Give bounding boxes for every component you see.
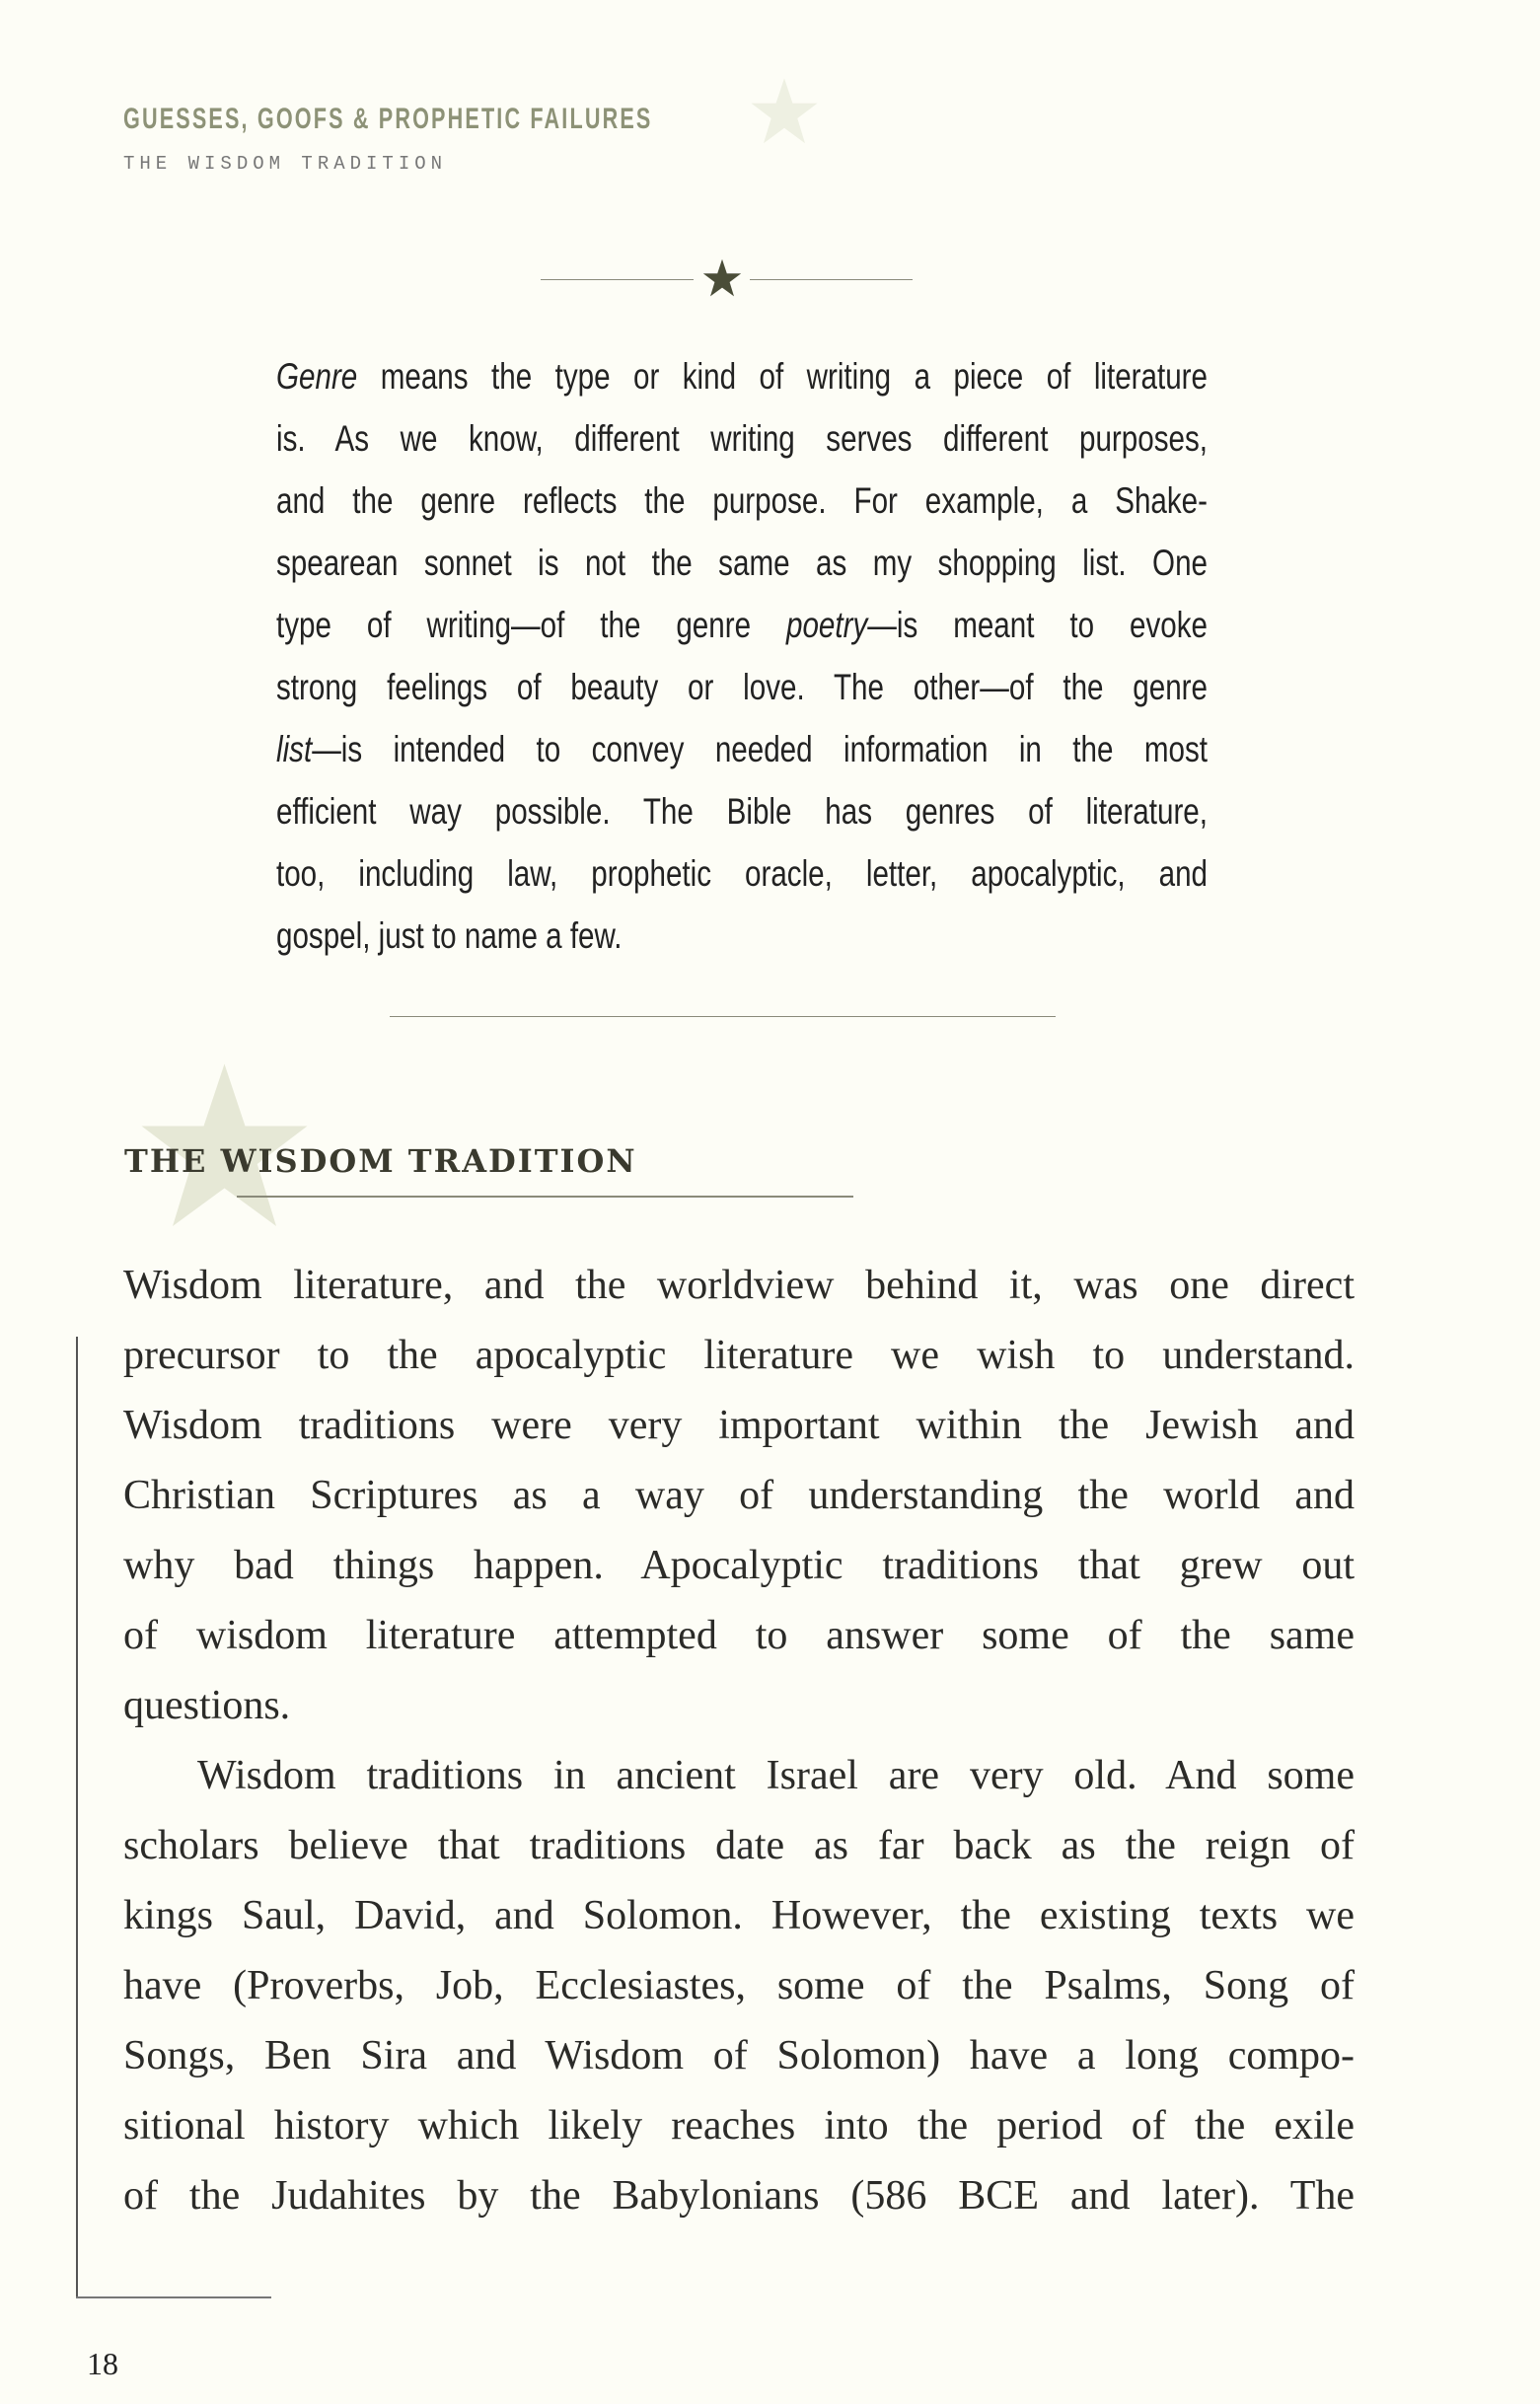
section-heading: THE WISDOM TRADITION	[124, 1142, 637, 1180]
body-text	[123, 1251, 1355, 2231]
body-line: why bad things happen. Apocalyptic traditions that grew out	[123, 1543, 1355, 1588]
margin-rule-horizontal	[76, 2296, 271, 2298]
star-icon	[702, 258, 742, 298]
body-line: sitional history which likely reaches into the period of the exile	[123, 2103, 1355, 2149]
text: means the type or kind of writing a piece of literature	[357, 356, 1208, 397]
sidebar-line	[276, 842, 1208, 905]
body-line: precursor to the apocalyptic literature we wish to understand.	[123, 1333, 1355, 1378]
body-line: Wisdom traditions in ancient Israel are very old. And some	[197, 1753, 1355, 1798]
body-line: scholars believe that traditions date as far back as the reign of	[123, 1823, 1355, 1868]
running-header-book-title: GUESSES, GOOFS & PROPHETIC FAILURES	[123, 103, 653, 135]
sidebar-line	[276, 718, 1208, 780]
body-line: Wisdom literature, and the worldview behind it, was one direct	[123, 1263, 1355, 1308]
sidebar-line	[276, 905, 1208, 967]
text: spearean sonnet is not the same as my shopping list. One	[276, 543, 1208, 583]
margin-rule-vertical	[76, 1337, 78, 2298]
text: and the genre reflects the purpose. For example, a Shake-	[276, 480, 1208, 521]
divider-line	[750, 279, 913, 280]
text: —is intended to convey needed information in the most	[312, 729, 1208, 769]
sidebar-line	[276, 780, 1208, 842]
sidebar-line	[276, 594, 1208, 656]
sidebar-line	[276, 407, 1208, 470]
page-number: 18	[87, 2346, 118, 2381]
emphasis: Genre	[276, 356, 358, 397]
body-line: Christian Scriptures as a way of understanding the world and	[123, 1473, 1355, 1518]
sidebar-line	[276, 532, 1208, 594]
body-line: of wisdom literature attempted to answer some of the same	[123, 1613, 1355, 1658]
text: efficient way possible. The Bible has genres of literature,	[276, 791, 1208, 832]
emphasis: list	[276, 729, 313, 769]
body-line: questions.	[123, 1683, 291, 1728]
running-header-chapter-title: THE WISDOM TRADITION	[123, 153, 448, 175]
divider-line	[541, 279, 694, 280]
sidebar-line	[276, 345, 1208, 407]
sidebar-end-rule	[390, 1016, 1056, 1017]
body-line: have (Proverbs, Job, Ecclesiastes, some of the Psalms, Song of	[123, 1963, 1355, 2008]
text: gospel, just to name a few.	[276, 915, 623, 956]
sidebar-line	[276, 656, 1208, 718]
text: strong feelings of beauty or love. The other—of the genre	[276, 667, 1208, 707]
text: too, including law, prophetic oracle, letter, apocalyptic, and	[276, 853, 1208, 894]
text: —is meant to evoke	[867, 605, 1208, 645]
body-line: Songs, Ben Sira and Wisdom of Solomon) have a long compo-	[123, 2033, 1355, 2078]
sidebar-line	[276, 470, 1208, 532]
body-line: of the Judahites by the Babylonians (586 BCE and later). The	[123, 2173, 1355, 2219]
text: is. As we know, different writing serves different purposes,	[276, 418, 1208, 459]
genre-sidebar	[276, 345, 1208, 967]
star-icon	[750, 77, 819, 146]
text: type of writing—of the genre	[276, 605, 786, 645]
heading-underline	[237, 1196, 853, 1198]
body-line: kings Saul, David, and Solomon. However, the existing texts we	[123, 1893, 1355, 1938]
emphasis: poetry	[786, 605, 868, 645]
body-line: Wisdom traditions were very important within the Jewish and	[123, 1403, 1355, 1448]
